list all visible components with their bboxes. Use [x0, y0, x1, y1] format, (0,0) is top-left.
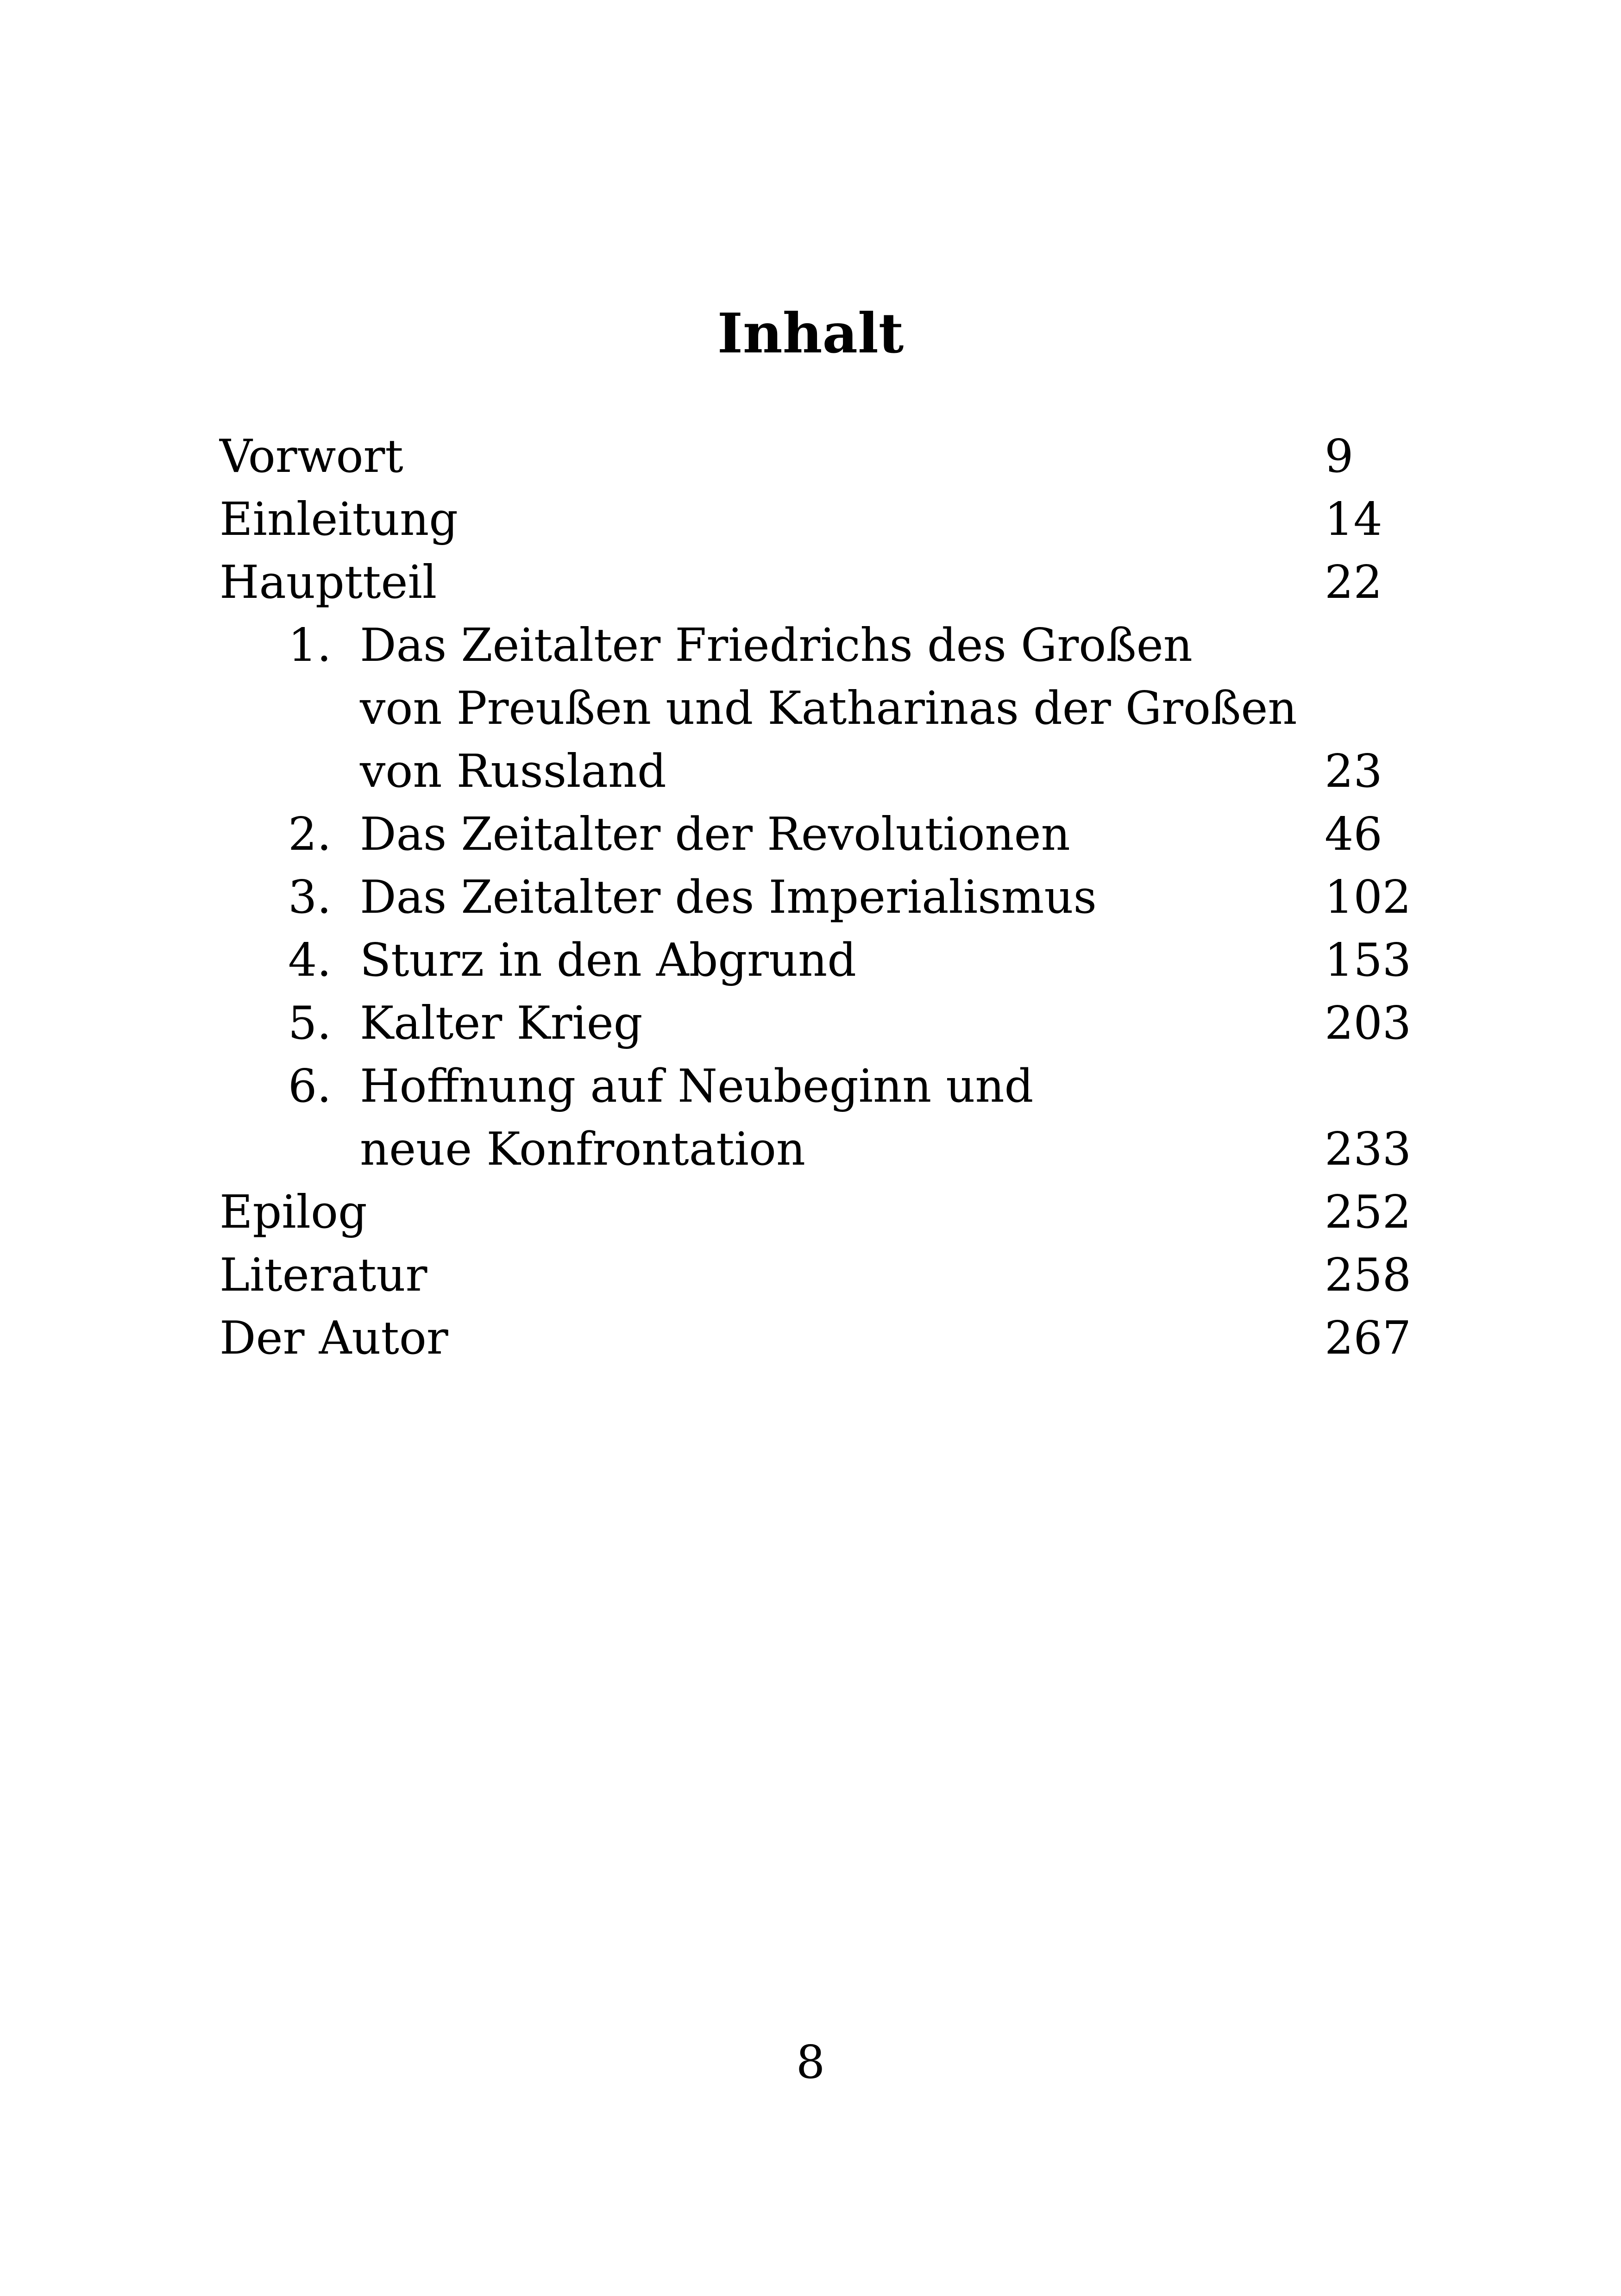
- toc-entry-chapter-6[interactable]: [220, 1055, 1405, 1118]
- toc-entry-page: 23: [1325, 745, 1382, 798]
- toc-entry-label: Hoffnung auf Neubeginn und: [360, 1060, 1034, 1113]
- toc-entry-number: 1.: [288, 619, 332, 672]
- toc-entry-page: 22: [1325, 556, 1382, 609]
- toc-entry-number: 6.: [288, 1060, 332, 1113]
- page-title: Inhalt: [717, 301, 904, 365]
- toc-entry-page: 46: [1325, 808, 1382, 861]
- toc-entry-label: Das Zeitalter der Revolutionen: [360, 808, 1070, 861]
- toc-entry-page: 9: [1325, 430, 1354, 483]
- toc-entry-chapter-4[interactable]: [220, 929, 1412, 992]
- toc-entry-chapter-1-end[interactable]: [220, 740, 1405, 803]
- toc-entry-page: 252: [1325, 1186, 1412, 1239]
- toc-entry-epilog[interactable]: [220, 1181, 1412, 1244]
- toc-entry-chapter-3[interactable]: [220, 866, 1412, 929]
- toc-entry-number: 2.: [288, 808, 332, 861]
- toc-entry-chapter-2[interactable]: [220, 803, 1405, 866]
- toc-entry-label: Sturz in den Abgrund: [360, 934, 856, 987]
- toc-entry-label: von Russland: [360, 745, 666, 798]
- toc-entry-number: 4.: [288, 934, 332, 987]
- toc-entry-label: von Preußen und Katharinas der Großen: [360, 682, 1297, 735]
- toc-entry-chapter-5[interactable]: [220, 992, 1412, 1055]
- page-number: 8: [796, 2036, 825, 2089]
- toc-entry-page: 153: [1325, 934, 1412, 987]
- toc-entry-chapter-1-continued[interactable]: [220, 677, 1405, 740]
- toc-entry-label: Einleitung: [220, 493, 459, 546]
- toc-entry-label: Vorwort: [220, 430, 403, 483]
- toc-entry-label: Epilog: [220, 1186, 367, 1239]
- toc-entry-page: 233: [1325, 1123, 1412, 1176]
- toc-entry-number: 3.: [288, 871, 332, 924]
- toc-entry-label: Hauptteil: [220, 556, 437, 609]
- toc-entry-vorwort[interactable]: [220, 425, 1405, 488]
- toc-entry-einleitung[interactable]: [220, 488, 1405, 551]
- toc-entry-hauptteil[interactable]: [220, 551, 1405, 614]
- toc-entry-page: 14: [1325, 493, 1382, 546]
- toc-entry-page: 102: [1325, 871, 1412, 924]
- toc-entry-chapter-6-end[interactable]: [220, 1118, 1412, 1181]
- table-of-contents: [220, 425, 1412, 1370]
- toc-entry-literatur[interactable]: [220, 1244, 1412, 1307]
- toc-entry-der-autor[interactable]: [220, 1307, 1412, 1370]
- toc-entry-page: 267: [1325, 1312, 1412, 1365]
- toc-entry-label: Das Zeitalter des Imperialismus: [360, 871, 1097, 924]
- toc-entry-label: Der Autor: [220, 1312, 448, 1365]
- toc-entry-page: 258: [1325, 1249, 1412, 1302]
- toc-entry-label: Literatur: [220, 1249, 427, 1302]
- toc-entry-number: 5.: [288, 997, 332, 1050]
- toc-entry-chapter-1[interactable]: [220, 614, 1405, 677]
- toc-entry-label: neue Konfrontation: [360, 1123, 805, 1176]
- toc-entry-label: Kalter Krieg: [360, 997, 643, 1050]
- toc-entry-page: 203: [1325, 997, 1412, 1050]
- toc-entry-label: Das Zeitalter Friedrichs des Großen: [360, 619, 1193, 672]
